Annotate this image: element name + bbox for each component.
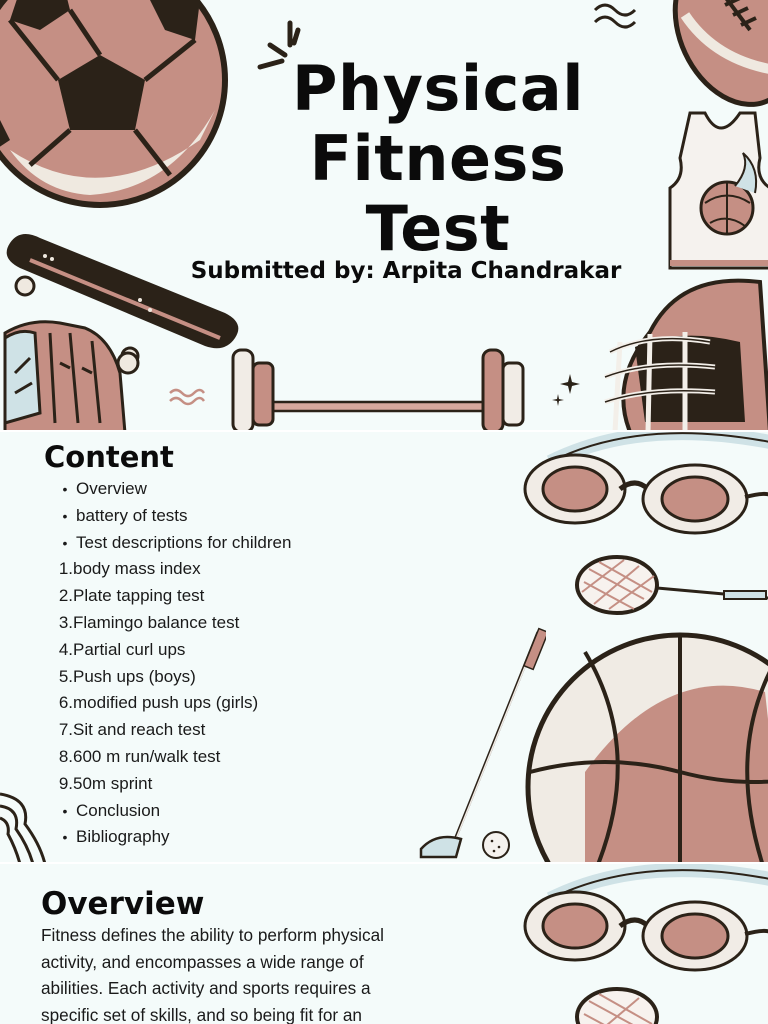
- list-label: Sit and reach test: [73, 720, 206, 740]
- jersey-icon: [665, 108, 768, 273]
- title-line-1: Physical: [292, 52, 584, 125]
- basketball-icon: [525, 632, 768, 862]
- list-marker: 5.: [58, 666, 73, 686]
- list-marker: 8.: [58, 746, 73, 766]
- list-label: Push ups (boys): [73, 666, 196, 686]
- list-marker: 4.: [58, 639, 73, 659]
- list-label: Partial curl ups: [73, 639, 186, 659]
- list-item: [56, 556, 291, 583]
- list-item: [56, 503, 291, 530]
- overview-slide: [0, 864, 768, 1024]
- list-label: Conclusion: [76, 800, 161, 820]
- list-marker: 2.: [58, 586, 73, 606]
- title-line-3: Test: [365, 192, 511, 265]
- table-of-contents: [56, 476, 291, 851]
- list-item: [56, 637, 291, 664]
- list-label: 600 m run/walk test: [73, 746, 221, 766]
- list-item: [56, 798, 291, 825]
- list-label: 50m sprint: [73, 773, 153, 793]
- baseball-glove-icon: [0, 313, 140, 430]
- list-label: body mass index: [73, 559, 201, 579]
- list-marker: •: [62, 829, 68, 846]
- list-item: [56, 664, 291, 691]
- list-item: [56, 690, 291, 717]
- overview-heading: Overview: [41, 886, 205, 922]
- list-label: Bibliography: [76, 827, 170, 847]
- golf-club-icon: [416, 627, 546, 862]
- list-marker: 9.: [58, 773, 73, 793]
- soccer-ball-icon: [0, 0, 250, 235]
- football-icon: [665, 0, 768, 120]
- barbell-icon: [228, 345, 543, 430]
- list-marker: 3.: [58, 612, 73, 632]
- list-item: [56, 771, 291, 798]
- wave-icon: [168, 385, 206, 407]
- helmet-icon: [590, 272, 768, 430]
- list-item: [56, 476, 291, 503]
- content-heading: Content: [44, 440, 174, 474]
- list-marker: 7.: [58, 720, 73, 740]
- list-item: [56, 583, 291, 610]
- list-item: [56, 744, 291, 771]
- title: [260, 54, 616, 264]
- sparkle-stars-icon: [550, 372, 582, 410]
- list-marker: •: [62, 481, 68, 497]
- title-slide: [0, 0, 768, 430]
- goggles-icon: [520, 432, 768, 542]
- overview-body: Fitness defines the ability to perform physical activity, and encompasses a wide range of abilities. Each activity and sports requires a specific set of skills, and so being fit for an: [41, 925, 384, 1024]
- badminton-racket-icon: [574, 986, 768, 1024]
- list-label: modified push ups (girls): [73, 693, 259, 713]
- list-item: [56, 610, 291, 637]
- list-marker: •: [62, 507, 68, 524]
- list-label: Overview: [76, 479, 147, 498]
- squiggle-icon: [590, 0, 650, 40]
- badminton-racket-icon: [574, 554, 768, 616]
- content-slide: [0, 432, 768, 862]
- goggles-icon: [520, 864, 768, 979]
- list-marker: 1.: [58, 559, 73, 579]
- list-item: [56, 530, 291, 557]
- list-marker: 6.: [58, 693, 73, 713]
- list-item: [56, 717, 291, 744]
- list-item: [56, 824, 291, 851]
- list-marker: •: [62, 534, 68, 551]
- list-label: Flamingo balance test: [73, 612, 240, 632]
- title-line-2: Fitness: [309, 122, 567, 195]
- list-label: Test descriptions for children: [76, 532, 292, 552]
- list-label: battery of tests: [76, 505, 188, 525]
- ripple-lines-icon: [0, 784, 50, 862]
- subtitle: Submitted by: Arpita Chandrakar: [190, 258, 622, 284]
- list-label: Plate tapping test: [73, 586, 205, 606]
- list-marker: •: [62, 802, 68, 819]
